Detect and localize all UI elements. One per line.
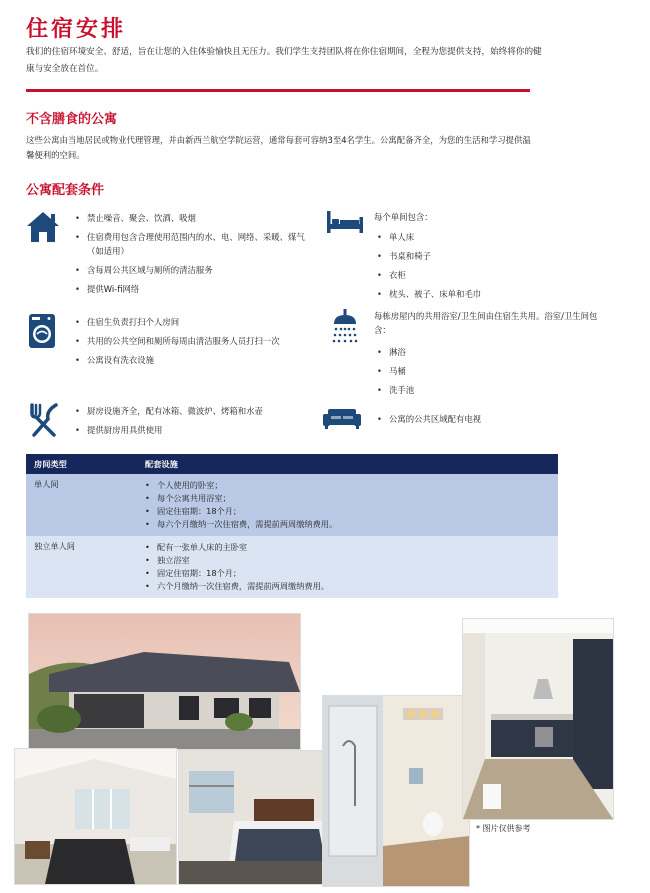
list-item: • 衣柜 bbox=[377, 268, 577, 282]
list-item: • 马桶 bbox=[377, 364, 577, 378]
list-item: • 厨房设施齐全，配有冰箱、微波炉、烤箱和水壶 bbox=[75, 404, 320, 418]
bed-icon bbox=[326, 209, 364, 235]
bedroom-lead: 每个单间包含： bbox=[374, 212, 433, 222]
living-room-photo bbox=[14, 748, 177, 885]
table-header-room-type: 房间类型 bbox=[26, 454, 137, 474]
list-item: • 住宿费用包含合理使用范围内的水、电、网络、采暖、煤气（如适用） bbox=[75, 230, 310, 258]
list-item: • 提供Wi-fi网络 bbox=[75, 282, 310, 296]
list-item: • 含每周公共区域与厕所的清洁服务 bbox=[75, 263, 310, 277]
list-item: • 洗手池 bbox=[377, 383, 577, 397]
page-title: 住宿安排 bbox=[26, 17, 127, 42]
lounge-list bbox=[377, 412, 597, 431]
bathroom-lead: 每栋房屋内的共用浴室/卫生间由住宿生共用。浴室/卫生间包含： bbox=[374, 311, 598, 335]
kitchen-list bbox=[75, 404, 320, 442]
bedroom-photo bbox=[178, 750, 331, 885]
list-item: • 固定住宿期：18个月； bbox=[145, 505, 550, 518]
list-item: • 共用的公共空间和厕所每周由清洁服务人员打扫一次 bbox=[75, 334, 320, 348]
list-item: • 提供厨房用具供使用 bbox=[75, 423, 320, 437]
list-item: • 个人使用的卧室； bbox=[145, 479, 550, 492]
kitchen-photo bbox=[462, 618, 614, 820]
list-item: • 枕头、被子、床单和毛巾 bbox=[377, 287, 577, 301]
bedroom-list bbox=[377, 230, 577, 306]
list-item: • 禁止噪音、聚会、饮酒、吸烟 bbox=[75, 211, 310, 225]
room-type-cell: 独立单人间 bbox=[26, 536, 137, 598]
list-item: • 单人床 bbox=[377, 230, 577, 244]
list-item: • 淋浴 bbox=[377, 345, 577, 359]
cleaning-list bbox=[75, 315, 320, 372]
title-divider bbox=[26, 89, 530, 92]
facilities-cell bbox=[137, 536, 558, 598]
bathroom-list bbox=[377, 345, 577, 402]
list-item: • 公寓的公共区域配有电视 bbox=[377, 412, 597, 426]
facilities-cell bbox=[137, 474, 558, 536]
house-rules-list bbox=[75, 211, 310, 301]
list-item: • 每个公寓共用浴室； bbox=[145, 492, 550, 505]
room-type-table bbox=[26, 454, 558, 598]
list-item: • 书桌和椅子 bbox=[377, 249, 577, 263]
apartment-description: 这些公寓由当地居民或物业代理管理，并由新西兰航空学院运营，通常每套可容纳3至4名学生。公寓配备齐全，为您的生活和学习提供温馨便利的空间。 bbox=[26, 135, 531, 160]
photo-disclaimer: * 图片仅供参考 bbox=[476, 824, 531, 833]
table-row bbox=[26, 474, 558, 536]
room-type-cell: 单人间 bbox=[26, 474, 137, 536]
list-item: • 每六个月缴纳一次住宿费，需提前两周缴纳费用。 bbox=[145, 518, 550, 531]
bathroom-photo bbox=[322, 695, 470, 887]
list-item: • 配有一张单人床的主卧室 bbox=[145, 541, 550, 554]
table-header-facilities: 配套设施 bbox=[137, 454, 558, 474]
list-item: • 住宿生负责打扫个人房间 bbox=[75, 315, 320, 329]
section-title-apartment: 不含膳食的公寓 bbox=[26, 112, 118, 127]
house-icon bbox=[25, 210, 61, 244]
fork-knife-icon bbox=[28, 403, 60, 437]
table-row bbox=[26, 536, 558, 598]
list-item: • 固定住宿期：18个月； bbox=[145, 567, 550, 580]
sofa-icon bbox=[322, 407, 362, 429]
list-item: • 独立浴室 bbox=[145, 554, 550, 567]
washing-machine-icon bbox=[28, 313, 56, 349]
shower-icon bbox=[330, 308, 360, 344]
intro-text: 我们的住宿环境安全、舒适，旨在让您的入住体验愉快且无压力。我们学生支持团队将在你住宿期间，全程为您提供支持，始终将你的健康与安全放在首位。 bbox=[26, 47, 542, 74]
list-item: • 六个月缴纳一次住宿费，需提前两周缴纳费用。 bbox=[145, 580, 550, 593]
list-item: • 公寓设有洗衣设施 bbox=[75, 353, 320, 367]
house-exterior-photo bbox=[28, 613, 301, 750]
section-title-facilities: 公寓配套条件 bbox=[26, 183, 105, 198]
